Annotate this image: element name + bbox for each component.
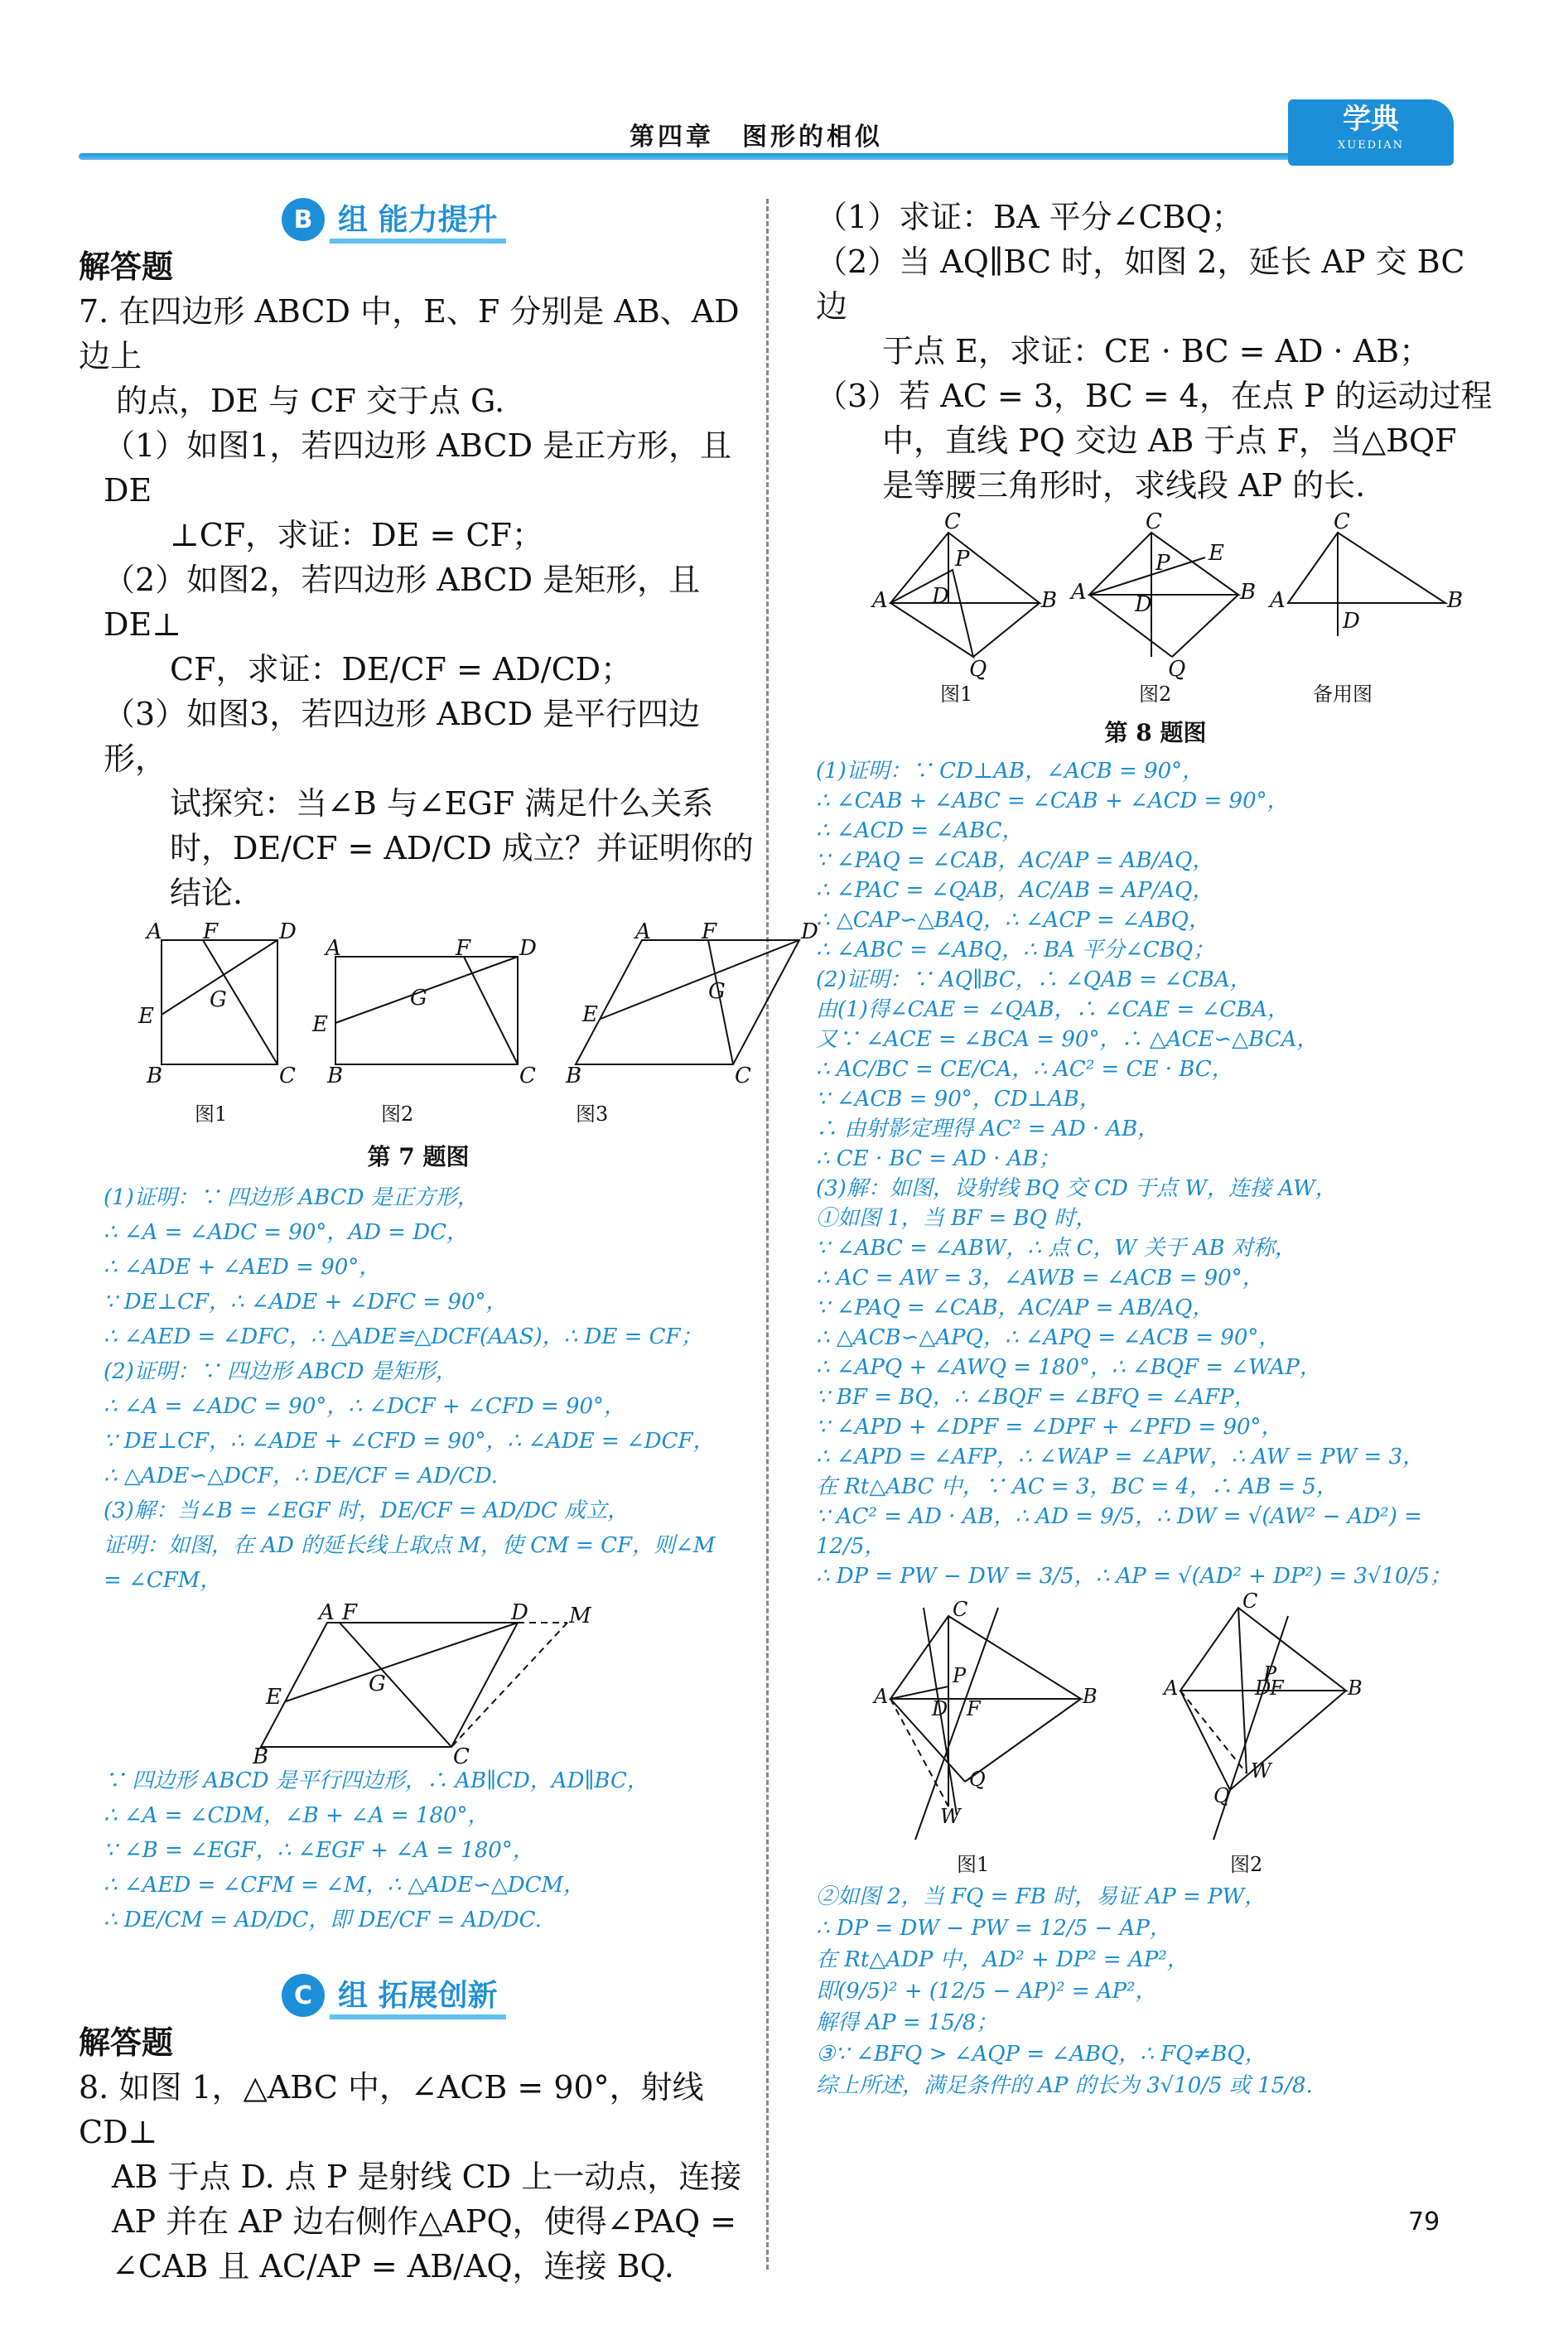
q8-answer-line: ∴ 由射影定理得 AC² = AD · AB， (816, 1117, 1160, 1141)
q7-answer-line: 证明：如图，在 AD 的延长线上取点 M，使 CM = CF，则∠M (104, 1533, 716, 1558)
q7-answer-line: ∴ ∠A = ∠ADC = 90°，∴ ∠DCF + ∠CFD = 90°， (104, 1394, 626, 1419)
q8-answer-line: ②如图 2，当 FQ = FB 时，易证 AP = PW， (816, 1884, 1266, 1909)
q7-figures (79, 919, 818, 1098)
q8-answer-line: ③∵ ∠BFQ > ∠AQP = ∠ABQ，∴ FQ≠BQ， (816, 2042, 1266, 2067)
q8-stem-3: AP 并在 AP 边右侧作△APQ，使得∠PAQ = (112, 2203, 737, 2240)
svg-text:A: A (1071, 580, 1087, 605)
q8-answer-line: ∵ ∠PAQ = ∠CAB，AC/AP = AB/AQ， (816, 848, 1214, 873)
q8-answer-line: ∵ ∠PAQ = ∠CAB，AC/AP = AB/AQ， (816, 1295, 1214, 1320)
svg-text:F: F (967, 1697, 981, 1720)
q8-answer-line: ∴ DP = PW − DW = 3/5，∴ AP = √(AD² + DP²) = 3√10/5； (816, 1564, 1451, 1589)
svg-text:B: B (253, 1744, 269, 1769)
q8-answer-line: ∴ ∠APQ + ∠AWQ = 180°，∴ ∠BQF = ∠WAP， (816, 1355, 1321, 1380)
q8-answer-line: 在 Rt△ADP 中，AD² + DP² = AP²， (816, 1947, 1189, 1972)
svg-text:B: B (1447, 588, 1464, 613)
svg-text:B: B (327, 1064, 344, 1088)
q7-stem-2: 的点，DE 与 CF 交于点 G. (116, 383, 505, 419)
svg-text:F: F (1270, 1676, 1284, 1700)
q8-answer-fig1-label: 图1 (957, 1853, 990, 1876)
q8-answer-line: ①如图 1，当 BF = BQ 时， (816, 1206, 1098, 1231)
q8-answer-line: 即(9/5)² + (12/5 − AP)² = AP²， (816, 1979, 1157, 2004)
q8-answer-figures (816, 1590, 1495, 1848)
svg-text:B: B (1083, 1685, 1098, 1708)
chapter-title: 第四章 图形的相似 (630, 123, 883, 152)
right-column (816, 195, 1495, 2101)
group-b-badge (282, 195, 758, 244)
svg-text:D: D (1343, 609, 1360, 634)
q7-answer-line: = ∠CFM， (104, 1568, 222, 1593)
q7-part3-c: 时，DE/CF = AD/CD 成立？并证明你的结论. (170, 830, 754, 911)
q8-answer-line: ∴ ∠ABC = ∠ABQ，∴ BA 平分∠CBQ； (816, 938, 1215, 962)
svg-text:D: D (519, 936, 537, 961)
q7-fig2-label: 图2 (381, 1102, 414, 1126)
svg-text:D: D (511, 1600, 528, 1625)
q7-part3-b: 试探究：当∠B 与∠EGF 满足什么关系 (170, 785, 714, 822)
svg-text:B: B (1348, 1676, 1363, 1700)
logo-en: XUEDIAN (1337, 139, 1405, 152)
svg-text:E: E (582, 1002, 598, 1027)
q7-answer-line: ∵ 四边形 ABCD 是平行四边形，∴ AB∥CD，AD∥BC， (104, 1768, 649, 1793)
svg-text:P: P (955, 547, 970, 572)
svg-text:A: A (319, 1600, 335, 1625)
group-b-letter: B (282, 198, 325, 241)
q8-answer-line: ∴ △ACB∽△APQ，∴ ∠APQ = ∠ACB = 90°， (816, 1325, 1281, 1350)
q8-answer (816, 756, 1495, 1591)
q7-part1-a: （1）如图1，若四边形 ABCD 是正方形，且 DE (104, 427, 732, 509)
svg-text:W: W (940, 1805, 961, 1828)
svg-text:A: A (326, 936, 341, 961)
q7-stem-1: 7. 在四边形 ABCD 中，E、F 分别是 AB、AD 边上 (79, 293, 740, 374)
q8-fig3-label: 备用图 (1313, 683, 1373, 706)
q7-part3-a: （3）如图3，若四边形 ABCD 是平行四边形， (104, 696, 701, 777)
svg-text:C: C (1334, 509, 1350, 534)
q8-answer-line: ∴ ∠CAB + ∠ABC = ∠CAB + ∠ACD = 90°， (816, 789, 1289, 813)
svg-text:A: A (874, 1685, 889, 1708)
q8-fig1-label: 图1 (940, 683, 973, 706)
q8-answer-line: ∴ ∠ACD = ∠ABC， (816, 818, 1024, 843)
q8-part2-b: 于点 E，求证：CE · BC = AD · AB； (882, 333, 1431, 369)
svg-text:P: P (953, 1664, 967, 1687)
q7-answer (79, 1180, 758, 1598)
q7-part2-a: （2）如图2，若四边形 ABCD 是矩形，且 DE⊥ (104, 562, 701, 643)
q8-part2-a: （2）当 AQ∥BC 时，如图 2，延长 AP 交 BC 边 (816, 244, 1465, 325)
q8-stem-4: ∠CAB 且 AC/AP = AB/AQ，连接 BQ. (112, 2248, 674, 2284)
svg-text:B: B (566, 1064, 582, 1088)
q8-answer-line: 又∵ ∠ACE = ∠BCA = 90°，∴ △ACE∽△BCA， (816, 1027, 1319, 1052)
svg-text:A: A (1164, 1676, 1179, 1700)
q8-part3-c: 是等腰三角形时，求线段 AP 的长. (882, 467, 1366, 504)
svg-text:F: F (456, 936, 471, 961)
svg-text:Q: Q (1213, 1784, 1230, 1807)
svg-text:A: A (1270, 588, 1286, 613)
svg-text:D: D (801, 919, 818, 944)
q8-answer-line: ∴ ∠PAC = ∠QAB，AC/AB = AP/AQ， (816, 878, 1214, 903)
svg-text:P: P (1155, 551, 1170, 576)
q7-answer-line: (1)证明：∵ 四边形 ABCD 是正方形， (104, 1185, 479, 1210)
section-label: 解答题 (79, 248, 174, 285)
svg-text:D: D (1255, 1676, 1271, 1700)
svg-text:C: C (1146, 509, 1162, 534)
q7-answer-line: ∴ ∠AED = ∠DFC，∴ △ADE≌△DCF(AAS)，∴ DE = CF； (104, 1324, 702, 1349)
svg-text:C: C (953, 1598, 968, 1621)
svg-text:F: F (702, 919, 717, 944)
q7-caption: 第 7 题图 (367, 1143, 470, 1170)
q8-answer-line: 综上所述，满足条件的 AP 的长为 3√10/5 或 15/8. (816, 2073, 1313, 2098)
svg-text:F: F (203, 919, 219, 944)
svg-text:C: C (1242, 1590, 1258, 1613)
q8-fig2-label: 图2 (1139, 683, 1172, 706)
svg-text:P: P (1263, 1662, 1277, 1686)
svg-text:Q: Q (969, 1768, 986, 1791)
q8-answer-fig2-label: 图2 (1230, 1853, 1263, 1876)
q8-answer-line: (1)证明：∵ CD⊥AB，∠ACB = 90°， (816, 759, 1204, 784)
q8-answer-line: ∵ ∠ACB = 90°，CD⊥AB， (816, 1087, 1101, 1112)
group-c-title: 组 拓展创新 (330, 1972, 506, 2019)
group-b-title: 组 能力提升 (330, 196, 506, 244)
column-divider (766, 199, 769, 2270)
svg-text:G: G (369, 1672, 386, 1696)
q7-answer-line: ∵ ∠B = ∠EGF，∴ ∠EGF + ∠A = 180°， (104, 1838, 534, 1863)
header-rule (79, 153, 1371, 160)
q8-part3-a: （3）若 AC = 3，BC = 4，在点 P 的运动过程 (816, 378, 1493, 414)
q7-answer-line: ∴ ∠ADE + ∠AED = 90°， (104, 1255, 381, 1280)
q8-answer-line: ∴ △CAP∽△BAQ，∴ ∠ACP = ∠ABQ， (816, 908, 1210, 933)
q8-answer-line: ∵ ∠APD + ∠DPF = ∠DPF + ∠PFD = 90°， (816, 1415, 1283, 1440)
svg-text:D: D (1135, 592, 1152, 617)
svg-text:G: G (210, 987, 227, 1012)
svg-text:B: B (147, 1064, 163, 1088)
q8-answer-line: 解得 AP = 15/8； (816, 2010, 998, 2035)
q7-fig3-label: 图3 (576, 1102, 609, 1126)
q8-answer-line: 由(1)得∠CAE = ∠QAB，∴ ∠CAE = ∠CBA， (816, 997, 1290, 1022)
svg-text:M: M (569, 1604, 591, 1628)
svg-text:D: D (932, 1697, 948, 1720)
svg-text:A: A (872, 588, 888, 613)
svg-text:Q: Q (1168, 657, 1186, 682)
svg-text:A: A (635, 919, 651, 944)
svg-text:G: G (410, 986, 427, 1011)
svg-text:C: C (735, 1064, 751, 1088)
q8-stem-2: AB 于点 D. 点 P 是射线 CD 上一动点，连接 (112, 2159, 742, 2195)
q8-part3-b: 中，直线 PQ 交边 AB 于点 F，当△BQF (882, 422, 1457, 459)
q7-answer-line: (3)解：当∠B = ∠EGF 时，DE/CF = AD/DC 成立， (104, 1498, 630, 1523)
q8-answer-line: ∴ AC = AW = 3，∠AWB = ∠ACB = 90°， (816, 1266, 1264, 1291)
q7-answer-figure (79, 1598, 758, 1769)
q7-answer-line: ∴ △ADE∽△DCF，∴ DE/CF = AD/CD. (104, 1464, 499, 1488)
svg-text:G: G (708, 979, 726, 1004)
group-c-letter: C (282, 1974, 325, 2017)
left-column (79, 195, 818, 2289)
q7-part1-b: ⊥CF，求证：DE = CF； (170, 517, 543, 553)
q7-answer-line: ∴ DE/CM = AD/DC，即 DE/CF = AD/DC. (104, 1908, 542, 1932)
q7-answer-2 (79, 1763, 758, 1937)
q7-answer-line: ∵ DE⊥CF，∴ ∠ADE + ∠CFD = 90°，∴ ∠ADE = ∠DCF， (104, 1429, 715, 1454)
q8-answer-2 (816, 1881, 1495, 2101)
q8-caption: 第 8 题图 (1104, 719, 1207, 746)
q8-answer-line: ∴ ∠APD = ∠AFP，∴ ∠WAP = ∠APW，∴ AW = PW = 3， (816, 1445, 1425, 1469)
q8-answer-line: ∵ ∠ABC = ∠ABW，∴ 点 C，W 关于 AB 对称， (816, 1236, 1296, 1261)
group-c-badge (282, 1971, 758, 2020)
q8-part1: （1）求证：BA 平分∠CBQ； (816, 199, 1243, 235)
q7-answer-line: ∵ DE⊥CF，∴ ∠ADE + ∠DFC = 90°， (104, 1290, 508, 1315)
svg-text:E: E (266, 1685, 282, 1710)
svg-text:B: B (1240, 580, 1257, 605)
svg-text:C: C (453, 1744, 470, 1769)
svg-text:E: E (312, 1012, 328, 1037)
q7-answer-line: (2)证明：∵ 四边形 ABCD 是矩形， (104, 1359, 457, 1384)
svg-text:F: F (342, 1600, 358, 1625)
q7-answer-line: ∴ ∠A = ∠CDM，∠B + ∠A = 180°， (104, 1803, 490, 1828)
q8-answer-line: 在 Rt△ABC 中，∵ AC = 3，BC = 4，∴ AB = 5， (816, 1474, 1338, 1499)
q8-answer-line: ∵ BF = BQ，∴ ∠BQF = ∠BFQ = ∠AFP， (816, 1385, 1256, 1410)
q8-answer-line: ∴ CE · BC = AD · AB； (816, 1146, 1060, 1171)
q7-answer-line: ∴ ∠A = ∠ADC = 90°，AD = DC， (104, 1220, 469, 1245)
svg-text:C: C (519, 1064, 536, 1088)
q8-stem-1: 8. 如图 1，△ABC 中，∠ACB = 90°，射线 CD⊥ (79, 2069, 704, 2150)
svg-text:E: E (138, 1004, 154, 1029)
svg-text:A: A (147, 919, 162, 944)
q8-answer-line: (3)解：如图，设射线 BQ 交 CD 于点 W，连接 AW， (816, 1176, 1337, 1201)
q8-answer-line: ∴ DP = DW − PW = 12/5 − AP， (816, 1916, 1171, 1941)
q8-answer-line: ∴ AC/BC = CE/CA，∴ AC² = CE · BC， (816, 1057, 1233, 1082)
svg-text:D: D (279, 919, 297, 944)
brand-logo (1288, 99, 1454, 166)
section-label-2: 解答题 (79, 2024, 174, 2061)
q8-answer-line: ∵ AC² = AD · AB，∴ AD = 9/5，∴ DW = √(AW² − AD²) = 12/5， (816, 1504, 1422, 1559)
svg-text:C: C (944, 509, 961, 534)
svg-text:D: D (932, 584, 949, 609)
q8-figures (816, 509, 1495, 682)
svg-text:B: B (1041, 588, 1058, 613)
q8-answer-line: (2)证明：∵ AQ∥BC，∴ ∠QAB = ∠CBA， (816, 967, 1252, 992)
svg-text:W: W (1251, 1759, 1271, 1783)
q7-fig1-label: 图1 (195, 1102, 228, 1126)
page-number: 79 (1408, 2207, 1440, 2236)
svg-text:C: C (279, 1064, 296, 1088)
q7-answer-line: ∴ ∠AED = ∠CFM = ∠M，∴ △ADE∽△DCM， (104, 1873, 586, 1898)
logo-cn: 学典 (1343, 103, 1399, 136)
svg-text:Q: Q (969, 657, 987, 682)
q7-part2-b: CF，求证：DE/CF = AD/CD； (170, 651, 633, 687)
svg-text:E: E (1209, 541, 1224, 566)
